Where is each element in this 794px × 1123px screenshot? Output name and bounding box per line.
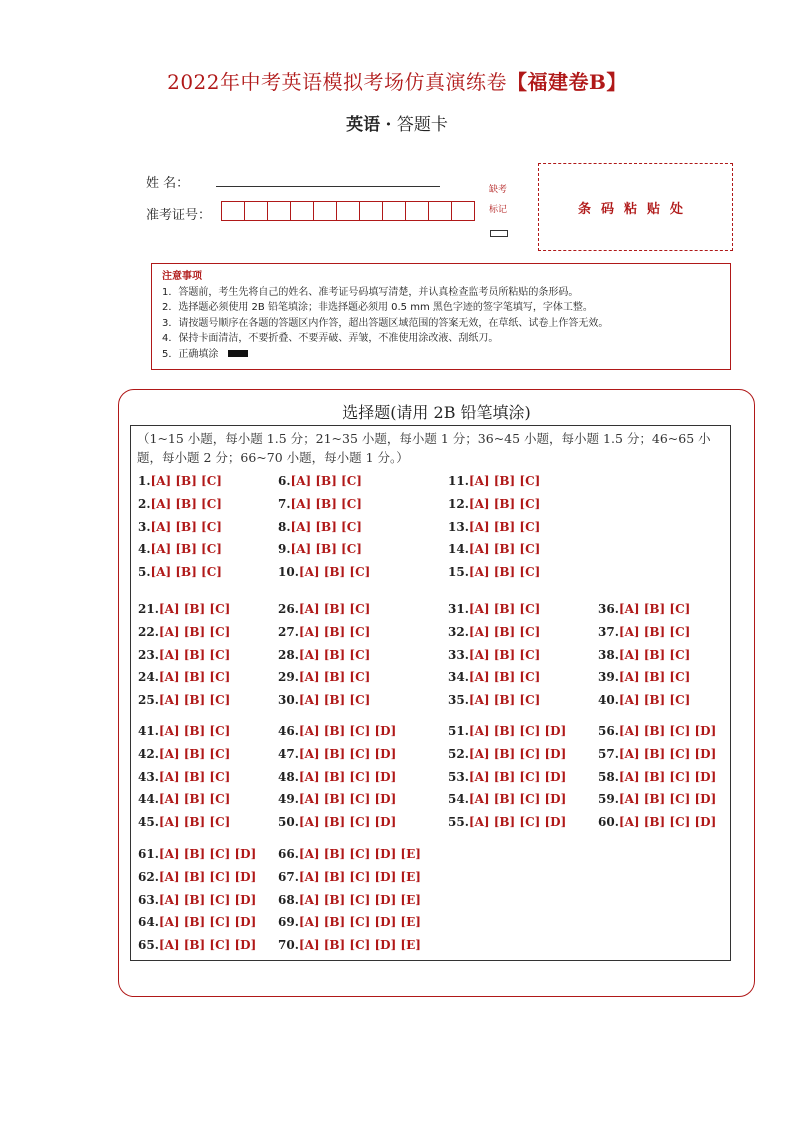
question-43[interactable] [138,770,230,784]
missing-mark-line1: 缺考 [488,185,507,195]
answer-options[interactable]: [A] [B] [C] [150,565,222,580]
answer-options[interactable]: [A] [B] [C] [298,624,371,639]
question-46[interactable] [278,724,396,738]
answer-options[interactable]: [A] [B] [C] [D] [468,724,567,738]
title-tag: 【福建卷B】 [507,70,627,94]
question-9[interactable] [278,542,362,556]
answer-options[interactable]: [A] [B] [C] [D] [298,815,397,830]
id-digit-cell[interactable] [291,202,314,220]
question-number: 9. [278,542,291,557]
title-main: 2022年中考英语模拟考场仿真演练卷 [167,70,507,94]
question-13[interactable] [448,520,540,534]
question-number: 3. [138,519,151,534]
question-6[interactable] [278,474,362,488]
question-number: 24. [138,670,159,685]
missing-mark-line2: 标记 [488,205,507,215]
answer-options[interactable]: [A] [B] [C] [468,565,541,580]
answer-options[interactable]: [A] [B] [C] [468,647,541,662]
question-number: 8. [278,519,291,534]
question-number: 21. [138,602,159,616]
question-31[interactable] [448,602,540,616]
question-24[interactable] [138,670,230,684]
answer-options[interactable]: [A] [B] [C] [298,565,371,580]
question-15[interactable] [448,565,540,579]
question-51[interactable] [448,724,566,738]
answer-options[interactable]: [A] [B] [C] [D] [468,746,567,761]
notice-box [151,263,731,370]
question-28[interactable] [278,648,370,662]
question-number: 52. [448,746,469,761]
question-32[interactable] [448,625,540,639]
answer-options[interactable]: [A] [B] [C] [D] [468,815,567,830]
question-number: 66. [278,847,299,861]
question-number: 59. [598,792,619,807]
answer-options[interactable]: [A] [B] [C] [D] [E] [298,869,421,884]
question-50[interactable] [278,815,396,829]
question-number: 54. [448,792,469,807]
question-40[interactable] [598,693,690,707]
answer-options[interactable]: [A] [B] [C] [D] [298,724,397,738]
subtitle-subject: 英语 [346,115,381,135]
question-53[interactable] [448,770,566,784]
answer-options[interactable]: [A] [B] [C] [618,602,691,616]
answer-options[interactable]: [A] [B] [C] [290,496,362,511]
answer-options[interactable]: [A] [B] [C] [150,542,222,557]
id-digit-cell[interactable] [222,202,245,220]
missing-mark-label [478,180,518,220]
question-number: 45. [138,815,159,830]
question-70[interactable] [278,938,421,952]
question-54[interactable] [448,792,566,806]
answer-options[interactable]: [A] [B] [C] [468,624,541,639]
question-number: 2. [138,496,151,511]
question-3[interactable] [138,520,222,534]
question-41[interactable] [138,724,230,738]
question-30[interactable] [278,693,370,707]
question-number: 42. [138,746,159,761]
question-56[interactable] [598,724,716,738]
answer-options[interactable]: [A] [B] [C] [158,746,231,761]
notice-item: 4．保持卡面清洁，不要折叠、不要弄破、弄皱，不准使用涂改液、刮纸刀。 [162,333,499,344]
notice-heading: 注意事项 [162,271,202,282]
question-number: 22. [138,624,159,639]
question-68[interactable] [278,893,421,907]
answer-options[interactable]: [A] [B] [C] [158,769,231,784]
question-44[interactable] [138,792,230,806]
question-number: 49. [278,792,299,807]
question-64[interactable] [138,915,256,929]
question-49[interactable] [278,792,396,806]
subtitle-separator: · [385,115,392,135]
subtitle-card: 答题卡 [396,115,448,135]
name-label: 姓 名： [146,176,190,191]
question-number: 56. [598,724,619,738]
question-66[interactable] [278,847,421,861]
answer-options[interactable]: [A] [B] [C] [150,519,222,534]
answer-options[interactable]: [A] [B] [C] [D] [468,792,567,807]
answer-options[interactable]: [A] [B] [C] [298,647,371,662]
notice-item: 5．正确填涂 [162,348,219,360]
answer-options[interactable]: [A] [B] [C] [298,693,371,708]
question-number: 25. [138,693,159,708]
answer-options[interactable]: [A] [B] [C] [150,496,222,511]
question-69[interactable] [278,915,421,929]
answer-options[interactable]: [A] [B] [C] [D] [E] [298,915,421,930]
question-number: 15. [448,565,469,580]
question-61[interactable] [138,847,256,861]
question-26[interactable] [278,602,370,616]
question-number: 29. [278,670,299,685]
answer-options[interactable]: [A] [B] [C] [298,670,371,685]
question-55[interactable] [448,815,566,829]
answer-options[interactable]: [A] [B] [C] [158,724,231,738]
question-48[interactable] [278,770,396,784]
question-number: 11. [448,474,469,488]
answer-options[interactable]: [A] [B] [C] [158,624,231,639]
question-number: 27. [278,624,299,639]
question-number: 39. [598,670,619,685]
id-label: 准考证号： [146,208,212,223]
page-subtitle [0,110,794,135]
answer-options[interactable]: [A] [B] [C] [D] [158,869,257,884]
answer-options[interactable]: [A] [B] [C] [D] [158,892,257,907]
answer-options[interactable]: [A] [B] [C] [D] [E] [298,892,421,907]
question-65[interactable] [138,938,256,952]
id-digit-cell[interactable] [337,202,360,220]
answer-options[interactable]: [A] [B] [C] [D] [298,769,397,784]
answer-options[interactable]: [A] [B] [C] [D] [E] [298,938,421,953]
question-38[interactable] [598,648,690,662]
id-digit-cell[interactable] [360,202,383,220]
answer-options[interactable]: [A] [B] [C] [468,474,541,488]
question-52[interactable] [448,747,566,761]
answer-options[interactable]: [A] [B] [C] [298,602,371,616]
answer-options[interactable]: [A] [B] [C] [158,670,231,685]
question-number: 44. [138,792,159,807]
question-45[interactable] [138,815,230,829]
question-number: 13. [448,519,469,534]
notice-item: 1．答题前，考生先将自己的姓名、准考证号码填写清楚，并认真检查监考员所粘贴的条形码。 [162,286,579,298]
question-number: 58. [598,769,619,784]
notice-item: 3．请按题号顺序在各题的答题区内作答，超出答题区域范围的答案无效，在草纸、试卷上作答无效。 [162,317,609,329]
question-number: 4. [138,542,151,557]
answer-options[interactable]: [A] [B] [C] [158,693,231,708]
question-number: 63. [138,892,159,907]
question-number: 70. [278,938,299,953]
question-number: 23. [138,647,159,662]
question-10[interactable] [278,565,370,579]
id-digit-cell[interactable] [452,202,474,220]
question-29[interactable] [278,670,370,684]
question-number: 43. [138,769,159,784]
question-7[interactable] [278,497,362,511]
filled-mark-example [228,350,248,357]
answer-options[interactable]: [A] [B] [C] [D] [618,815,717,830]
question-42[interactable] [138,747,230,761]
question-35[interactable] [448,693,540,707]
section-title: 选择题(请用 2B 铅笔填涂) [342,403,531,422]
answer-options[interactable]: [A] [B] [C] [290,542,362,557]
question-33[interactable] [448,648,540,662]
answer-options[interactable]: [A] [B] [C] [468,693,541,708]
answer-options[interactable]: [A] [B] [C] [618,624,691,639]
id-digit-cell[interactable] [314,202,337,220]
question-60[interactable] [598,815,716,829]
question-number: 40. [598,693,619,708]
answer-options[interactable]: [A] [B] [C] [468,496,541,511]
question-number: 68. [278,892,299,907]
id-number-boxes[interactable] [221,201,475,221]
question-number: 6. [278,474,291,488]
question-63[interactable] [138,893,256,907]
question-number: 55. [448,815,469,830]
question-number: 50. [278,815,299,830]
question-4[interactable] [138,542,222,556]
question-number: 46. [278,724,299,738]
missing-mark-box[interactable] [490,230,508,237]
answer-options[interactable]: [A] [B] [C] [158,602,231,616]
question-number: 57. [598,746,619,761]
question-number: 34. [448,670,469,685]
answer-options[interactable]: [A] [B] [C] [D] [618,792,717,807]
answer-options[interactable]: [A] [B] [C] [D] [618,769,717,784]
question-2[interactable] [138,497,222,511]
question-number: 1. [138,474,151,488]
question-number: 60. [598,815,619,830]
answer-options[interactable]: [A] [B] [C] [D] [298,746,397,761]
answer-options[interactable]: [A] [B] [C] [D] [E] [298,847,421,861]
question-number: 38. [598,647,619,662]
answer-options[interactable]: [A] [B] [C] [618,647,691,662]
answer-options[interactable]: [A] [B] [C] [618,670,691,685]
question-39[interactable] [598,670,690,684]
answer-options[interactable]: [A] [B] [C] [D] [468,769,567,784]
question-number: 12. [448,496,469,511]
question-57[interactable] [598,747,716,761]
question-8[interactable] [278,520,362,534]
question-number: 14. [448,542,469,557]
id-digit-cell[interactable] [268,202,291,220]
question-number: 10. [278,565,299,580]
answer-options[interactable]: [A] [B] [C] [290,474,362,488]
question-12[interactable] [448,497,540,511]
answer-options[interactable]: [A] [B] [C] [150,474,222,488]
answer-options[interactable]: [A] [B] [C] [468,602,541,616]
answer-options[interactable]: [A] [B] [C] [158,815,231,830]
question-62[interactable] [138,870,256,884]
notice-item: 2．选择题必须使用 2B 铅笔填涂；非选择题必须用 0.5 mm 黑色字迹的签字笔填写，字体工整。 [162,302,593,313]
answer-options[interactable]: [A] [B] [C] [D] [618,724,717,738]
question-number: 67. [278,869,299,884]
question-number: 41. [138,724,159,738]
question-14[interactable] [448,542,540,556]
question-number: 35. [448,693,469,708]
question-58[interactable] [598,770,716,784]
page-title [0,66,794,95]
question-23[interactable] [138,648,230,662]
id-digit-cell[interactable] [245,202,268,220]
id-digit-cell[interactable] [383,202,406,220]
question-number: 61. [138,847,159,861]
question-22[interactable] [138,625,230,639]
answer-options[interactable]: [A] [B] [C] [D] [158,938,257,953]
question-number: 53. [448,769,469,784]
question-number: 51. [448,724,469,738]
question-21[interactable] [138,602,230,616]
question-number: 26. [278,602,299,616]
question-59[interactable] [598,792,716,806]
question-27[interactable] [278,625,370,639]
question-number: 47. [278,746,299,761]
question-number: 69. [278,915,299,930]
question-number: 48. [278,769,299,784]
question-1[interactable] [138,474,222,488]
barcode-area [538,163,733,251]
answer-options[interactable]: [A] [B] [C] [158,792,231,807]
question-number: 5. [138,565,151,580]
question-number: 65. [138,938,159,953]
question-47[interactable] [278,747,396,761]
answer-options[interactable]: [A] [B] [C] [468,670,541,685]
answer-options[interactable]: [A] [B] [C] [D] [298,792,397,807]
answer-options[interactable]: [A] [B] [C] [158,647,231,662]
answer-options[interactable]: [A] [B] [C] [468,519,541,534]
question-34[interactable] [448,670,540,684]
question-number: 33. [448,647,469,662]
question-5[interactable] [138,565,222,579]
name-input-line[interactable] [216,185,440,187]
barcode-label: 条码粘贴处 [577,201,693,217]
question-number: 36. [598,602,619,616]
question-67[interactable] [278,870,421,884]
question-number: 64. [138,915,159,930]
section-instruction: （1~15 小题，每小题 1.5 分；21~35 小题，每小题 1 分；36~45 小题，每小题 1.5 分；46~65 小题，每小题 2 分；66~70 小题，每小题 1 分。） [137,431,711,465]
answer-options[interactable]: [A] [B] [C] [D] [158,915,257,930]
question-number: 7. [278,496,291,511]
question-number: 37. [598,624,619,639]
answer-options[interactable]: [A] [B] [C] [D] [618,746,717,761]
answer-options[interactable]: [A] [B] [C] [D] [158,847,257,861]
question-number: 30. [278,693,299,708]
question-25[interactable] [138,693,230,707]
question-number: 32. [448,624,469,639]
notice-item-fill-example [162,347,720,363]
answer-options[interactable]: [A] [B] [C] [618,693,691,708]
question-37[interactable] [598,625,690,639]
question-36[interactable] [598,602,690,616]
question-11[interactable] [448,474,540,488]
question-number: 31. [448,602,469,616]
question-number: 62. [138,869,159,884]
question-number: 28. [278,647,299,662]
answer-options[interactable]: [A] [B] [C] [468,542,541,557]
answer-options[interactable]: [A] [B] [C] [290,519,362,534]
id-digit-cell[interactable] [406,202,429,220]
id-digit-cell[interactable] [429,202,452,220]
